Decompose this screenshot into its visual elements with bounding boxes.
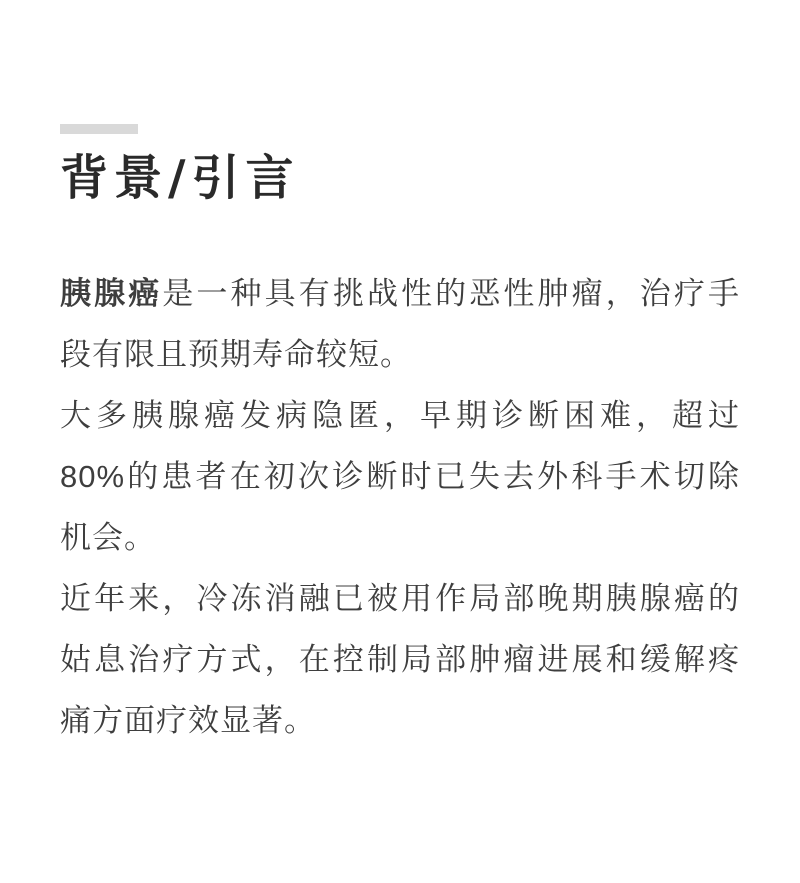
paragraph-2-line-2: 80%的患者在初次诊断时已失去外科手术切除	[60, 459, 740, 494]
bold-term: 胰腺癌	[60, 276, 163, 311]
paragraph-2-line-1: 大多胰腺癌发病隐匿，早期诊断困难，超过	[60, 398, 740, 433]
article-page	[0, 124, 800, 883]
paragraph-3	[60, 568, 740, 751]
body-content	[60, 263, 740, 751]
accent-bar	[60, 124, 138, 134]
paragraph-3-line-2: 姑息治疗方式，在控制局部肿瘤进展和缓解疼	[60, 642, 740, 677]
paragraph-1-line-2: 段有限且预期寿命较短。	[60, 337, 412, 372]
paragraph-1-line-1	[60, 263, 740, 324]
paragraph-1	[60, 263, 740, 385]
paragraph-2	[60, 385, 740, 568]
paragraph-3-line-1: 近年来，冷冻消融已被用作局部晚期胰腺癌的	[60, 581, 740, 616]
paragraph-3-line-3: 痛方面疗效显著。	[60, 703, 316, 738]
paragraph-2-line-3: 机会。	[60, 520, 156, 555]
page-title: 背景/引言	[60, 150, 300, 206]
paragraph-text: 是一种具有挑战性的恶性肿瘤，治疗手	[162, 276, 741, 311]
